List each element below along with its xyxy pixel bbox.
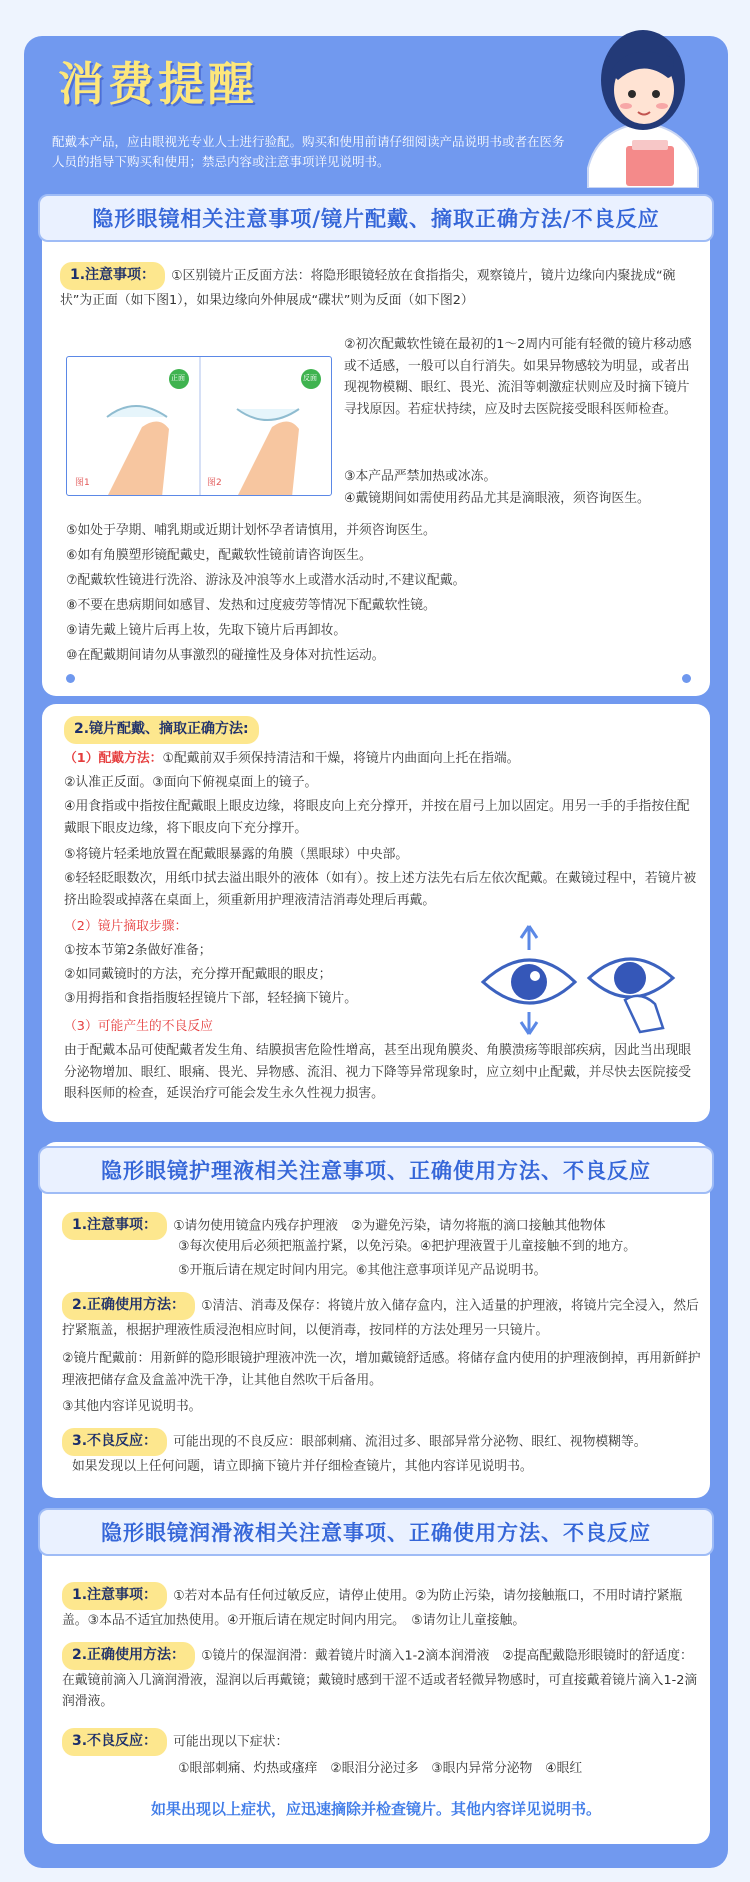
doctor-illustration <box>548 18 738 188</box>
section3-adverse-c1: 可能出现的不良反应：眼部刺痛、流泪过多、眼部异常分泌物、眼红、视物模糊等。 <box>173 1434 647 1450</box>
section1-item6: ⑥如有角膜塑形镜配戴史，配戴软性镜前请咨询医生。 <box>66 548 372 563</box>
section1-title: 隐形眼镜相关注意事项/镜片配戴、摘取正确方法/不良反应 <box>38 194 714 242</box>
remove-steps-title: （2）镜片摘取步骤： <box>64 919 188 934</box>
wear-method-title: （1）配戴方法： <box>64 751 163 766</box>
page-title: 消费提醒 <box>58 57 258 111</box>
section2-wear-2: ②认准正反面。③面向下俯视桌面上的镜子。 <box>64 775 318 790</box>
section4-notes <box>62 1582 698 1631</box>
section1-item9: ⑨请先戴上镜片后再上妆，先取下镜片后再卸妆。 <box>66 623 347 638</box>
section1-pill: 1.注意事项： <box>60 262 165 290</box>
eye-illustration <box>475 920 685 1036</box>
section3-note-a3: ⑤开瓶后请在规定时间内用完。⑥其他注意事项详见产品说明书。 <box>178 1263 547 1278</box>
figure1-tag: 正面 <box>171 374 185 382</box>
side-effects-title: （3）可能产生的不良反应 <box>64 1019 213 1034</box>
section3-pill-3: 3.不良反应： <box>62 1428 167 1456</box>
figure1-label: 图1 <box>75 478 90 488</box>
section4-title: 隐形眼镜润滑液相关注意事项、正确使用方法、不良反应 <box>38 1508 714 1556</box>
header-intro: 配戴本产品，应由眼视光专业人士进行验配。购买和使用前请仔细阅读产品说明书或者在医务人员的指导下购买和使用；禁忌内容或注意事项详见说明书。 <box>52 134 565 169</box>
section3-usage-b1: ①清洁、消毒及保存：将镜片放入储存盒内，注入适量的护理液，将镜片完全浸入，然后拧紧瓶盖，根据护理液性质浸泡相应时间，以便消毒，按同样的方法处理另一只镜片。 <box>62 1298 699 1338</box>
section4-footer-note: 如果出现以上症状，应迅速摘除并检查镜片。其他内容详见说明书。 <box>150 1800 601 1818</box>
section1-item1 <box>60 262 690 311</box>
section1-item3: ③本产品严禁加热或冰冻。 <box>344 469 497 484</box>
section1-item2: ②初次配戴软性镜在最初的1～2周内可能有轻微的镜片移动感或不适感，一般可以自行消失。如果异物感较为明显，或者出现视物模糊、眼红、畏光、流泪等刺激症状则应及时摘下镜片寻找原因。若症状持续，应及时去医院接受眼科医师检查。 <box>344 337 692 417</box>
section1-item4: ④戴镜期间如需使用药品尤其是滴眼液，须咨询医生。 <box>344 491 650 506</box>
section3-adverse-c2: 如果发现以上任何问题，请立即摘下镜片并仔细检查镜片，其他内容详见说明书。 <box>72 1459 533 1474</box>
section2-wear-3: ④用食指或中指按住配戴眼上眼皮边缘，将眼皮向上充分撑开，并按在眉弓上加以固定。用另一手的手指按住配戴眼下眼皮边缘，将下眼皮向下充分撑开。 <box>64 799 690 836</box>
section3-note-a2: ③每次使用后必须把瓶盖拧紧，以免污染。④把护理液置于儿童接触不到的地方。 <box>178 1239 637 1254</box>
section1-item8: ⑧不要在患病期间如感冒、发热和过度疲劳等情况下配戴软性镜。 <box>66 598 436 613</box>
remove-step-3: ③用拇指和食指指腹轻捏镜片下部，轻轻摘下镜片。 <box>64 991 358 1006</box>
section4-pill-2: 2.正确使用方法： <box>62 1642 195 1670</box>
section2-heading <box>64 716 694 744</box>
section2-wear-4: ⑤将镜片轻柔地放置在配戴眼暴露的角膜（黑眼球）中央部。 <box>64 847 409 862</box>
section4-note-a1: ①若对本品有任何过敏反应，请停止使用。②为防止污染，请勿接触瓶口，不用时请拧紧瓶盖。③本品不适宜加热使用。④开瓶后请在规定时间内用完。 ⑤请勿让儿童接触。 <box>62 1588 683 1628</box>
decor-dot <box>682 674 691 683</box>
figure2-label: 图2 <box>207 478 222 488</box>
remove-step-1: ①按本节第2条做好准备； <box>64 943 212 958</box>
section4-usage <box>62 1642 698 1713</box>
wear-step-1: ①配戴前双手须保持清洁和干燥，将镜片内曲面向上托在指端。 <box>162 751 520 766</box>
decor-dot <box>66 674 75 683</box>
section3-note-a1: ①请勿使用镜盒内残存护理液 ②为避免污染，请勿将瓶的滴口接触其他物体 <box>173 1218 606 1234</box>
section4-adverse-c2: ①眼部刺痛、灼热或瘙痒 ②眼泪分泌过多 ③眼内异常分泌物 ④眼红 <box>178 1761 583 1776</box>
lens-figure-icon <box>67 357 332 496</box>
section2-wear-5: ⑥轻轻眨眼数次，用纸巾拭去溢出眼外的液体（如有）。按上述方法先右后左依次配戴。在戴镜过程中，若镜片被挤出睑裂或掉落在桌面上，须重新用护理液清洁消毒处理后再戴。 <box>64 871 697 908</box>
section1-item10: ⑩在配戴期间请勿从事激烈的碰撞性及身体对抗性运动。 <box>66 648 385 663</box>
remove-step-2: ②如同戴镜时的方法，充分撑开配戴眼的眼皮； <box>64 967 332 982</box>
section3-usage-b3: ③其他内容详见说明书。 <box>62 1399 202 1414</box>
section3-usage-b2: ②镜片配戴前：用新鲜的隐形眼镜护理液冲洗一次，增加戴镜舒适感。将储存盒内使用的护理液倒掉，再用新鲜护理液把储存盒及盒盖冲洗干净，让其他自然吹干后备用。 <box>62 1351 701 1388</box>
section1-item5: ⑤如处于孕期、哺乳期或近期计划怀孕者请慎用，并须咨询医生。 <box>66 523 436 538</box>
section2-wear-1 <box>64 748 700 770</box>
section3-usage-1 <box>62 1292 702 1341</box>
section4-adverse-c1: 可能出现以下症状： <box>173 1734 289 1750</box>
section3-title: 隐形眼镜护理液相关注意事项、正确使用方法、不良反应 <box>38 1146 714 1194</box>
section4-adverse <box>62 1728 698 1756</box>
figure2-tag: 反面 <box>303 374 317 382</box>
section4-pill-3: 3.不良反应： <box>62 1728 167 1756</box>
section2-pill: 2.镜片配戴、摘取正确方法: <box>64 716 259 744</box>
section4-pill-1: 1.注意事项： <box>62 1582 167 1610</box>
section4-usage-b1: ①镜片的保湿润滑：戴着镜片时滴入1-2滴本润滑液 ②提高配戴隐形眼镜时的舒适度：在戴镜前滴入几滴润滑液，湿润以后再戴镜；戴镜时感到干涩不适或者轻微异物感时，可直接戴着镜片滴入1-2滴润滑液。 <box>62 1648 698 1709</box>
section3-adverse <box>62 1428 702 1456</box>
section1-item7: ⑦配戴软性镜进行洗浴、游泳及冲浪等水上或潜水活动时,不建议配戴。 <box>66 573 466 588</box>
lens-direction-figure <box>66 356 332 496</box>
section3-pill-2: 2.正确使用方法： <box>62 1292 195 1320</box>
section3-pill-1: 1.注意事项： <box>62 1212 167 1240</box>
side-effects-text: 由于配戴本品可使配戴者发生角、结膜损害危险性增高，甚至出现角膜炎、角膜溃疡等眼部疾病，因此当出现眼分泌物增加、眼红、眼痛、畏光、异物感、流泪、视力下降等异常现象时，应立刻中止配戴，并尽快去医院接受眼科医师的检查，延误治疗可能会发生永久性视力损害。 <box>64 1043 692 1101</box>
section1-p1: ①区别镜片正反面方法：将隐形眼镜轻放在食指指尖，观察镜片，镜片边缘向内聚拢成“碗状”为正面（如下图1），如果边缘向外伸展成“碟状”则为反面（如下图2） <box>60 268 676 308</box>
